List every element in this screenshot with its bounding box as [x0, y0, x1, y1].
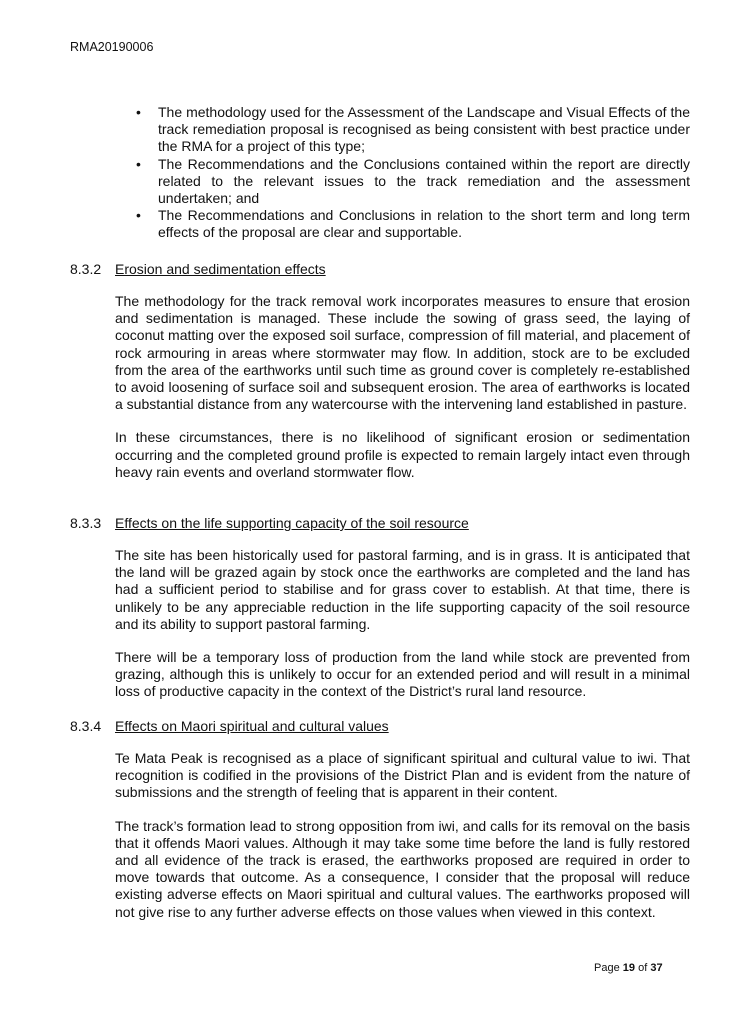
section-number: 8.3.4: [70, 718, 102, 734]
section-maori-values: [70, 718, 690, 921]
section-erosion-sedimentation: [70, 261, 690, 481]
section-number: 8.3.2: [70, 261, 102, 277]
paragraph: In these circumstances, there is no likelihood of significant erosion or sedimentation occurring and the completed ground profile is expected to remain largely intact even through heavy rain events and overland stormwater flow.: [115, 429, 690, 480]
section-title: Erosion and sedimentation effects: [115, 261, 326, 277]
paragraph: The track’s formation lead to strong opposition from iwi, and calls for its removal on the basis that it offends Maori values. Although it may take some time before the land is fully restored and all evidence of the track is erased, the earthworks proposed are required in order to move towards that outcome. As a consequence, I consider that the proposal will reduce existing adverse effects on Maori spiritual and cultural values. The earthworks proposed will not give rise to any further adverse effects on those values when viewed in this context.: [115, 817, 690, 920]
criteria-bullet-list: [115, 104, 690, 242]
page-number: Page 19 of 37: [594, 962, 663, 974]
paragraph: The site has been historically used for pastoral farming, and is in grass. It is anticipated that the land will be grazed again by stock once the earthworks are completed and the land has had a sufficient period to stabilise and for grass cover to establish. At that time, there is unlikely to be any appreciable reduction in the life supporting capacity of the soil resource and its ability to support pastoral farming.: [115, 547, 690, 632]
section-heading: [70, 261, 690, 278]
paragraph: Te Mata Peak is recognised as a place of significant spiritual and cultural value to iwi. That recognition is codified in the provisions of the District Plan and is evident from the nature of submissions and the strength of feeling that is apparent in their content.: [115, 750, 690, 801]
section-title: Effects on Maori spiritual and cultural values: [115, 718, 389, 734]
paragraph: The methodology for the track removal work incorporates measures to ensure that erosion and sedimentation is managed. These include the sowing of grass seed, the laying of coconut matting over the exposed soil surface, compression of fill material, and placement of rock armouring in areas where stormwater may flow. In addition, stock are to be excluded from the area of the earthworks until such time as ground cover is completely re-established to avoid loosening of surface soil and subsequent erosion. The area of earthworks is located a substantial distance from any watercourse with the intervening land established in pasture.: [115, 293, 690, 413]
bullet-icon: •: [136, 155, 141, 172]
paragraph: There will be a temporary loss of production from the land while stock are prevented from grazing, although this is unlikely to occur for an extended period and will result in a minimal loss of productive capacity in the context of the District’s rural land resource.: [115, 649, 690, 700]
document-reference: RMA20190006: [70, 40, 154, 54]
section-title: Effects on the life supporting capacity of the soil resource: [115, 515, 469, 531]
list-item: • The Recommendations and Conclusions in relation to the short term and long term effects of the proposal are clear and supportable.: [136, 207, 690, 241]
list-item: • The methodology used for the Assessment of the Landscape and Visual Effects of the track remediation proposal is recognised as being consistent with best practice under the RMA for a project of this type;: [136, 104, 690, 155]
section-number: 8.3.3: [70, 515, 102, 531]
bullet-icon: •: [136, 104, 141, 120]
section-heading: [70, 718, 690, 735]
list-item: • The Recommendations and the Conclusions contained within the report are directly related to the relevant issues to the track remediation and the assessment undertaken; and: [136, 155, 690, 207]
section-heading: [70, 515, 690, 532]
bullet-icon: •: [136, 207, 141, 224]
section-soil-capacity: [70, 515, 690, 701]
